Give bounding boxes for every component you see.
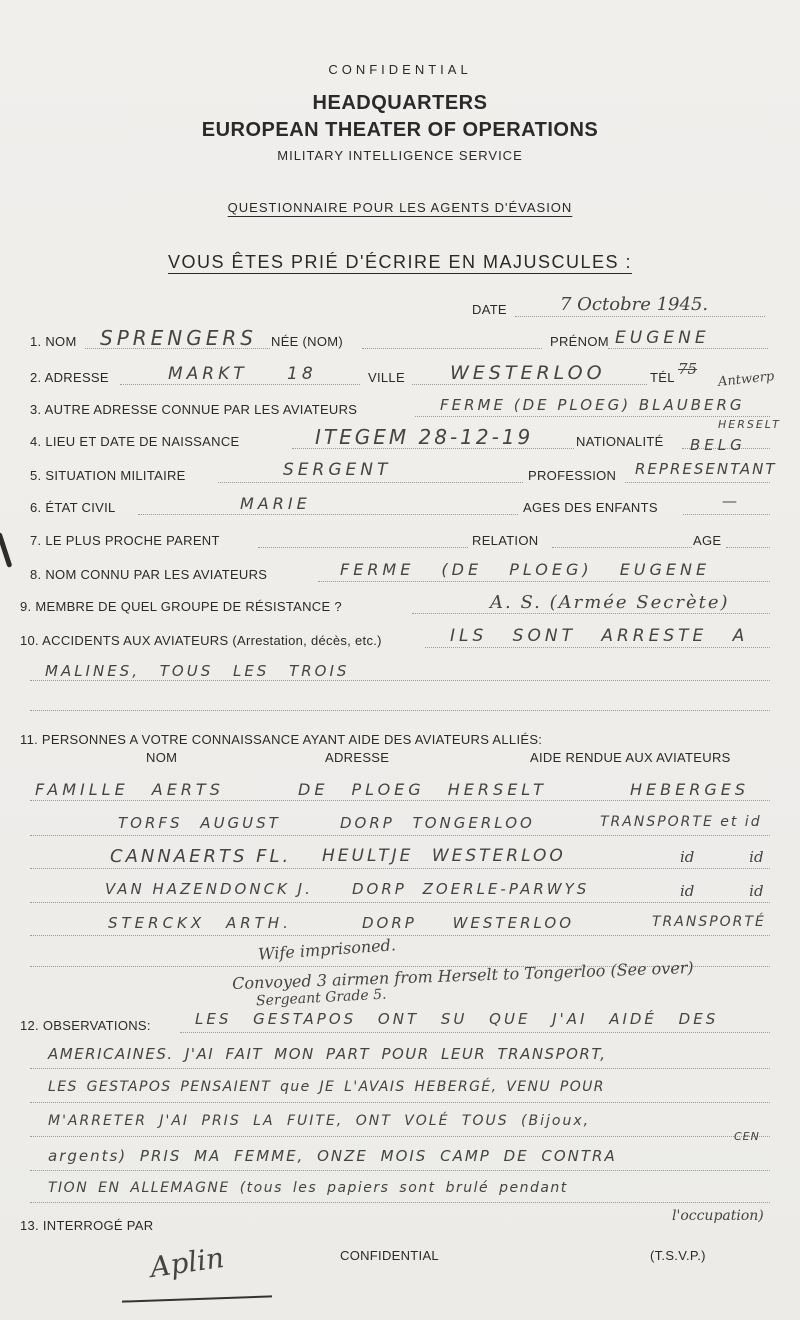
- profession-line: [625, 482, 770, 483]
- field-1-label: 1. NOM: [30, 334, 77, 349]
- helper-aide: HEBERGES: [630, 780, 750, 799]
- adresse-line: [120, 384, 360, 385]
- obs-line-1: [180, 1032, 770, 1033]
- observation-line-2: AMERICAINES. J'AI FAIT MON PART POUR LEUR TRANSPORT,: [48, 1045, 607, 1063]
- nee-label: NÉE (NOM): [271, 334, 344, 349]
- observation-line-3: LES GESTAPOS PENSAIENT que JE L'AVAIS HEBERGÉ, VENU POUR: [48, 1079, 605, 1095]
- col-adresse-header: ADRESSE: [325, 750, 390, 765]
- groupe-line: [412, 613, 770, 614]
- adresse-value: MARKT 18: [168, 364, 317, 384]
- nom-connu-value: FERME (DE PLOEG) EUGENE: [340, 560, 711, 579]
- interviewer-signature: Aplin: [148, 1241, 227, 1284]
- autre-adresse-line: [415, 416, 770, 417]
- helper-nom: STERCKX ARTH.: [108, 914, 292, 932]
- tsvp-note: (T.S.V.P.): [650, 1248, 706, 1263]
- field-4-label: 4. LIEU ET DATE DE NAISSANCE: [30, 434, 240, 449]
- situation-line: [218, 482, 523, 483]
- etat-civil-line: [138, 514, 518, 515]
- capitals-instruction: VOUS ÊTES PRIÉ D'ÉCRIRE EN MAJUSCULES :: [167, 252, 633, 272]
- field-3-label: 3. AUTRE ADRESSE CONNUE PAR LES AVIATEURS: [30, 402, 358, 417]
- prenom-label: PRÉNOM: [550, 334, 609, 349]
- observation-insert: CEN: [734, 1130, 760, 1143]
- observation-line-5: argents) PRIS MA FEMME, ONZE MOIS CAMP DE CONTRA: [48, 1147, 617, 1165]
- helper-adresse: DORP TONGERLOO: [340, 814, 535, 832]
- helper-aide: id id: [680, 882, 764, 900]
- footer-confidential: CONFIDENTIAL: [340, 1248, 439, 1263]
- accidents-line-2: [30, 680, 770, 681]
- helper-adresse: DORP ZOERLE-PARWYS: [352, 880, 590, 898]
- helper-line: [30, 835, 770, 836]
- field-11-label: 11. PERSONNES A VOTRE CONNAISSANCE AYANT AIDE DES AVIATEURS ALLIÉS:: [20, 732, 543, 747]
- ages-label: AGES DES ENFANTS: [523, 500, 658, 515]
- helper-adresse: DE PLOEG HERSELT: [298, 780, 547, 799]
- eto-title: EUROPEAN THEATER OF OPERATIONS: [201, 119, 599, 141]
- ages-line: [683, 514, 770, 515]
- parent-line: [258, 547, 468, 548]
- ages-value: —: [722, 492, 737, 510]
- questionnaire-title: QUESTIONNAIRE POUR LES AGENTS D'ÉVASION: [227, 200, 573, 215]
- note-wife-imprisoned: Wife imprisoned.: [257, 935, 397, 964]
- obs-line-2: [30, 1068, 770, 1069]
- observation-tail: l'occupation): [672, 1208, 764, 1224]
- observation-line-4: M'ARRETER J'AI PRIS LA FUITE, ONT VOLÉ TOUS (Bijoux,: [48, 1113, 591, 1129]
- situation-value: SERGENT: [283, 460, 392, 480]
- headquarters-title: HEADQUARTERS: [312, 92, 488, 114]
- accidents-value-1: ILS SONT ARRESTE A: [450, 626, 749, 646]
- mis-subtitle: MILITARY INTELLIGENCE SERVICE: [277, 148, 523, 163]
- confidential-header: CONFIDENTIAL: [328, 62, 472, 77]
- helper-nom: CANNAERTS FL.: [110, 846, 292, 867]
- etat-civil-value: MARIE: [240, 494, 311, 513]
- obs-line-3: [30, 1102, 770, 1103]
- field-6-label: 6. ÉTAT CIVIL: [30, 500, 116, 515]
- autre-adresse-note: HERSELT: [718, 418, 781, 431]
- field-10-label: 10. ACCIDENTS AUX AVIATEURS (Arrestation, décès, etc.): [20, 633, 382, 648]
- accidents-line-3: [30, 710, 770, 711]
- note-convoyed: Convoyed 3 airmen from Herselt to Tongerloo (See over): [231, 957, 694, 994]
- age-line: [726, 547, 770, 548]
- helper-adresse: HEULTJE WESTERLOO: [322, 846, 566, 866]
- nom-connu-line: [318, 581, 770, 582]
- nom-value: SPRENGERS: [100, 326, 257, 350]
- helper-aide: TRANSPORTE et id: [600, 814, 762, 830]
- tel-value: 75: [678, 360, 698, 378]
- field-2-label: 2. ADRESSE: [30, 370, 109, 385]
- helper-nom: TORFS AUGUST: [118, 814, 281, 832]
- prenom-line: [608, 348, 768, 349]
- accidents-value-2: MALINES, TOUS LES TROIS: [45, 662, 350, 680]
- nationalite-label: NATIONALITÉ: [576, 434, 664, 449]
- ink-smudge: [0, 532, 12, 568]
- helper-adresse: DORP WESTERLOO: [362, 914, 574, 932]
- autre-adresse-value: FERME (DE PLOEG) BLAUBERG: [440, 396, 745, 414]
- groupe-value: A. S. (Armée Secrète): [490, 592, 730, 613]
- ville-line: [412, 384, 647, 385]
- helper-aide: TRANSPORTÉ: [652, 914, 766, 930]
- naissance-value: ITEGEM 28-12-19: [315, 425, 534, 449]
- field-5-label: 5. SITUATION MILITAIRE: [30, 468, 186, 483]
- helper-line: [30, 868, 770, 869]
- obs-line-4: [30, 1136, 770, 1137]
- helper-line: [30, 935, 770, 936]
- tel-label: TÉL: [650, 370, 675, 385]
- accidents-line-1: [425, 647, 770, 648]
- date-label: DATE: [472, 302, 507, 317]
- field-7-label: 7. LE PLUS PROCHE PARENT: [30, 533, 220, 548]
- helper-line: [30, 800, 770, 801]
- note-sergeant-grade: Sergeant Grade 5.: [255, 986, 387, 1010]
- ville-label: VILLE: [368, 370, 405, 385]
- date-value: 7 Octobre 1945.: [560, 294, 709, 315]
- date-line: [515, 316, 765, 317]
- obs-line-5: [30, 1170, 770, 1171]
- col-aide-header: AIDE RENDUE AUX AVIATEURS: [530, 750, 731, 765]
- helper-nom: FAMILLE AERTS: [35, 780, 224, 799]
- tel-note: Antwerp: [717, 369, 775, 390]
- observation-line-6: TION EN ALLEMAGNE (tous les papiers sont brulé pendant: [48, 1180, 568, 1196]
- signature-underline: [122, 1295, 272, 1302]
- field-12-label: 12. OBSERVATIONS:: [20, 1018, 151, 1033]
- field-9-label: 9. MEMBRE DE QUEL GROUPE DE RÉSISTANCE ?: [20, 599, 342, 614]
- field-13-label: 13. INTERROGÉ PAR: [20, 1218, 154, 1233]
- field-8-label: 8. NOM CONNU PAR LES AVIATEURS: [30, 567, 268, 582]
- relation-label: RELATION: [472, 533, 539, 548]
- profession-label: PROFESSION: [528, 468, 617, 483]
- relation-line: [552, 547, 692, 548]
- helper-nom: VAN HAZENDONCK J.: [105, 880, 313, 898]
- nationalite-value: BELG: [690, 436, 746, 454]
- profession-value: REPRESENTANT: [635, 460, 777, 478]
- obs-line-6: [30, 1202, 770, 1203]
- ville-value: WESTERLOO: [450, 362, 606, 384]
- helper-line: [30, 902, 770, 903]
- observation-line-1: LES GESTAPOS ONT SU QUE J'AI AIDÉ DES: [195, 1010, 719, 1028]
- age-label: AGE: [693, 533, 722, 548]
- nee-line: [362, 348, 542, 349]
- prenom-value: EUGENE: [615, 328, 710, 348]
- helper-aide: id id: [680, 848, 764, 866]
- col-nom-header: NOM: [146, 750, 178, 765]
